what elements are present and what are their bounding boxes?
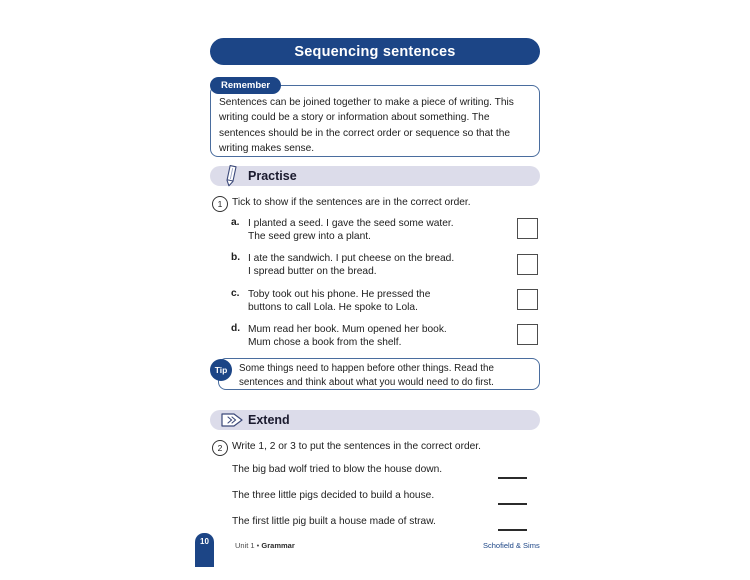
question-2-instruction: Write 1, 2 or 3 to put the sentences in the correct order. xyxy=(232,441,481,452)
extend-section-bar xyxy=(210,410,540,430)
remember-body-text: Sentences can be joined together to make a piece of writing. This writing could be a story or information about something. The sentences should be in the correct order or sequence so that the writing makes sense. xyxy=(219,97,514,154)
item-text xyxy=(248,252,513,278)
page-title-banner xyxy=(210,38,540,65)
tip-badge xyxy=(210,359,232,381)
item-letter: d. xyxy=(231,323,241,334)
pencil-icon xyxy=(223,163,239,189)
page-title: Sequencing sentences xyxy=(294,43,456,60)
item-text-line-2: I spread butter on the bread. xyxy=(248,266,377,277)
item-text xyxy=(248,288,513,314)
worksheet-page xyxy=(195,0,555,580)
item-text-line-1: I planted a seed. I gave the seed some water. xyxy=(248,218,454,229)
item-text-line-2: buttons to call Lola. He spoke to Lola. xyxy=(248,302,418,313)
list-item xyxy=(232,464,532,480)
question-1-instruction: Tick to show if the sentences are in the correct order. xyxy=(232,197,471,208)
tip-badge-label: Tip xyxy=(214,365,228,375)
item-text-line-1: Mum read her book. Mum opened her book. xyxy=(248,324,447,335)
practise-section-bar xyxy=(210,166,540,186)
checkbox-item-b[interactable] xyxy=(517,254,538,275)
footer-unit-prefix: Unit 1 • xyxy=(235,541,262,550)
footer-unit-subject: Grammar xyxy=(261,541,295,550)
order-sentence: The big bad wolf tried to blow the house down. xyxy=(232,464,443,475)
list-item xyxy=(232,516,532,532)
list-item xyxy=(232,490,532,506)
checkbox-item-c[interactable] xyxy=(517,289,538,310)
double-chevron-arrow-icon xyxy=(220,411,246,429)
extend-section-label: Extend xyxy=(248,413,290,427)
item-text xyxy=(248,217,513,243)
order-sentence: The first little pig built a house made of straw. xyxy=(232,516,436,527)
answer-line-1[interactable] xyxy=(498,477,527,479)
page-number: 10 xyxy=(200,537,209,546)
item-text-line-1: I ate the sandwich. I put cheese on the bread. xyxy=(248,253,455,264)
item-letter: c. xyxy=(231,288,240,299)
item-letter: b. xyxy=(231,252,241,263)
item-text xyxy=(248,323,513,349)
question-2-number: 2 xyxy=(212,440,228,456)
item-text-line-2: The seed grew into a plant. xyxy=(248,231,371,242)
remember-tab-label: Remember xyxy=(221,80,271,91)
checkbox-item-d[interactable] xyxy=(517,324,538,345)
order-sentence: The three little pigs decided to build a house. xyxy=(232,490,435,501)
tip-body-text: Some things need to happen before other things. Read the sentences and think about what you would need to do first. xyxy=(239,363,494,388)
answer-line-3[interactable] xyxy=(498,529,527,531)
checkbox-item-a[interactable] xyxy=(517,218,538,239)
footer-brand: Schofield & Sims xyxy=(483,541,540,550)
item-text-line-1: Toby took out his phone. He pressed the xyxy=(248,289,431,300)
practise-section-label: Practise xyxy=(248,169,297,183)
item-letter: a. xyxy=(231,217,240,228)
page-number-tab xyxy=(195,533,214,567)
answer-line-2[interactable] xyxy=(498,503,527,505)
question-1-number: 1 xyxy=(212,196,228,212)
remember-tab xyxy=(210,77,281,94)
item-text-line-2: Mum chose a book from the shelf. xyxy=(248,337,402,348)
footer-unit-label xyxy=(235,541,295,550)
